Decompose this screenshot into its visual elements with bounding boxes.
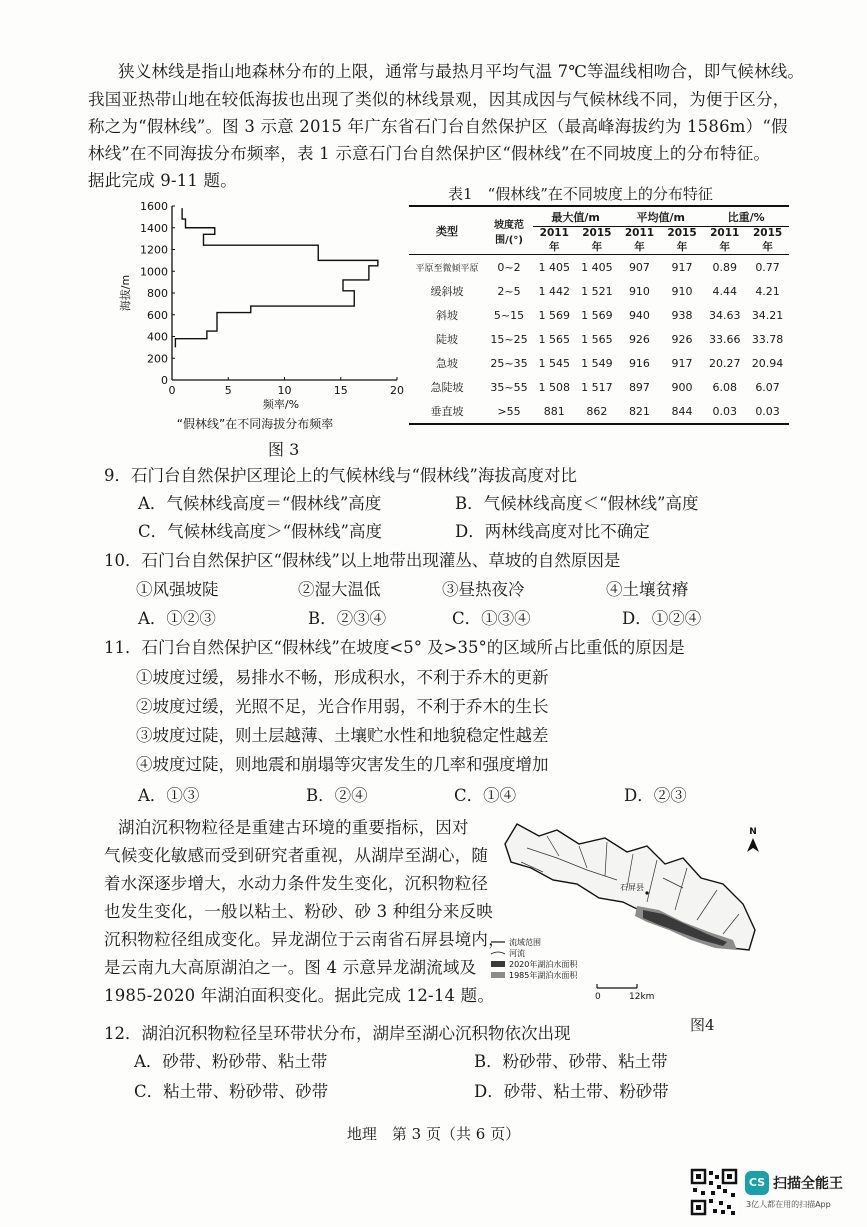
col-max-header: 最大值/m [533, 206, 618, 227]
table-cell-r2011: 4.44 [712, 284, 737, 298]
table-cell-type: 平原至微倾平原 [415, 263, 479, 274]
q10-statement-1: ①风强坡陡 [136, 580, 219, 599]
table-cell-r2015: 34.21 [751, 308, 784, 322]
table-cell-avg2011: 910 [628, 284, 650, 298]
x-tick-label: 0 [168, 384, 176, 397]
q9-option-a[interactable]: A．气候林线高度＝“假林线”高度 [138, 494, 382, 513]
table-cell-max2015: 1 517 [581, 380, 613, 394]
q12-stem: 12．湖泊沉积物粒径呈环带状分布，湖岸至湖心沉积物依次出现 [104, 1024, 571, 1043]
year-2015-header: 2015年 [746, 227, 789, 255]
scale-length: 12km [629, 992, 655, 1002]
q11-option-b[interactable]: B．②④ [306, 786, 368, 805]
q10-statement-4: ④土壤贫瘠 [606, 580, 689, 599]
q10-statement-3: ③昼热夜冷 [442, 580, 525, 599]
table-cell-max2015: 1 569 [581, 308, 613, 322]
table-row [409, 279, 789, 303]
y-tick-label: 200 [147, 352, 168, 366]
year-2015-header: 2015年 [576, 227, 619, 255]
figure-4-label: 图4 [690, 1016, 715, 1034]
table-cell-r2011: 34.63 [708, 308, 741, 322]
table-cell-max2011: 1 569 [538, 308, 571, 322]
y-tick-label: 400 [147, 330, 168, 344]
north-label: N [749, 827, 757, 837]
lake-line-1: 湖泊沉积物粒径是重建古环境的重要指标，因对 [118, 818, 469, 837]
table-cell-avg2011: 907 [628, 260, 650, 274]
table-row [409, 375, 789, 399]
x-tick-label: 15 [333, 384, 348, 397]
q12-option-d[interactable]: D．砂带、粘土带、粉砂带 [474, 1082, 669, 1101]
q9-option-c[interactable]: C．气候林线高度＞“假林线”高度 [138, 522, 382, 541]
table-cell-max2015: 1 565 [581, 332, 613, 346]
table-cell-avg2015: 917 [671, 356, 693, 370]
q11-option-c[interactable]: C．①④ [454, 786, 517, 805]
q11-statement-1: ①坡度过缓，易排水不畅，形成积水，不利于乔木的更新 [136, 668, 549, 687]
table-cell-r2015: 0.77 [755, 260, 780, 274]
q11-statement-4: ④坡度过陡，则地震和崩塌等灾害发生的几率和强度增加 [136, 755, 549, 774]
table-cell-max2011: 1 545 [538, 356, 571, 370]
q10-option-b[interactable]: B．②③④ [308, 609, 387, 628]
scanner-app-name: 扫描全能王 [773, 1176, 843, 1192]
y-tick-label: 800 [147, 287, 168, 300]
table-cell-range: 25~35 [490, 356, 528, 370]
table-cell-avg2015: 844 [661, 399, 704, 424]
q12-option-b[interactable]: B．粉砂带、砂带、粘土带 [474, 1052, 668, 1071]
table-row [409, 351, 789, 375]
table-cell-r2015: 20.94 [751, 356, 784, 370]
scale-zero: 0 [595, 992, 601, 1002]
table-cell-avg2015: 910 [671, 284, 693, 298]
table-row [409, 303, 789, 327]
table-cell-type: 缓斜坡 [430, 285, 464, 298]
legend-lake-2020-swatch [491, 961, 505, 967]
altitude-frequency-chart [115, 188, 415, 458]
table-cell-r2015: 0.03 [746, 399, 789, 424]
lake-line-7: 1985-2020 年湖泊面积变化。据此完成 12-14 题。 [104, 986, 495, 1005]
table-cell-r2015: 33.78 [751, 332, 784, 346]
table-cell-r2011: 6.08 [712, 380, 737, 394]
town-marker [645, 891, 648, 894]
y-tick-label: 1600 [140, 200, 168, 213]
table-1 [409, 205, 789, 425]
q11-option-d[interactable]: D．②③ [624, 786, 687, 805]
table-cell-max2011: 1 405 [538, 260, 571, 274]
north-arrow-icon [747, 838, 759, 852]
table-cell-range: 15~25 [490, 332, 528, 346]
y-tick-label: 600 [147, 308, 168, 322]
table-cell-avg2015: 917 [671, 260, 693, 274]
x-axis-label: 频率/% [262, 398, 300, 411]
col-ratio-header: 比重/% [703, 206, 789, 227]
figure-4-map [487, 818, 777, 1014]
scanner-tagline: 3亿人都在用的扫描App [746, 1200, 831, 1209]
y-axis-label: 海拔/m [119, 274, 132, 312]
table-cell-max2015: 1 405 [581, 260, 613, 274]
intro-line-3: 称之为“假林线”。图 3 示意 2015 年广东省石门台自然保护区（最高峰海拔约为 1586m）“假 [88, 117, 788, 136]
frequency-series-line [175, 208, 378, 347]
x-tick-label: 5 [224, 384, 232, 397]
table-cell-r2015: 4.21 [755, 284, 780, 298]
figure-3-chart [115, 188, 415, 458]
q10-option-c[interactable]: C．①③④ [452, 609, 531, 628]
table-cell-type: 急陡坡 [430, 381, 464, 394]
table-cell-type: 陡坡 [436, 333, 458, 346]
legend-lake-1985: 1985年湖泊水面积 [509, 971, 578, 980]
table-cell-avg2015: 926 [671, 332, 693, 346]
table-cell-r2011: 0.89 [712, 260, 737, 274]
year-2015-header: 2015年 [661, 227, 704, 255]
legend-river-swatch [491, 952, 505, 954]
table-cell-max2015: 862 [576, 399, 619, 424]
table-cell-r2011: 0.03 [703, 399, 746, 424]
intro-line-1: 狭义林线是指山地森林分布的上限，通常与最热月平均气温 7℃等温线相吻合，即气候林线。 [118, 62, 805, 81]
intro-line-4: 林线”在不同海拔分布频率，表 1 示意石门台自然保护区“假林线”在不同坡度上的分布特征。 [88, 144, 771, 163]
table-cell-max2015: 1 549 [581, 356, 613, 370]
table-cell-avg2011: 940 [628, 308, 650, 322]
table-cell-range: >55 [485, 399, 533, 424]
legend-river: 河流 [509, 949, 525, 958]
table-cell-max2011: 1 508 [538, 380, 571, 394]
y-tick-label: 1200 [140, 243, 168, 257]
q12-option-a[interactable]: A．砂带、粉砂带、粘土带 [134, 1052, 328, 1071]
year-2011-header: 2011年 [533, 227, 576, 255]
place-label: 石屏县 [620, 883, 644, 892]
table-cell-avg2011: 821 [618, 399, 661, 424]
table-cell-avg2011: 926 [628, 332, 650, 346]
table-cell-r2011: 20.27 [708, 356, 741, 370]
yilong-lake-basin-map [487, 818, 777, 1014]
lake-line-5: 沉积物粒径组成变化。异龙湖位于云南省石屏县境内， [104, 930, 505, 949]
q11-option-a[interactable]: A．①③ [138, 786, 200, 805]
q10-option-d[interactable]: D．①②④ [622, 609, 702, 628]
table-row [409, 255, 789, 280]
legend-lake-2020: 2020年湖泊水面积 [509, 960, 578, 969]
figure-3-label: 图 3 [268, 440, 300, 459]
year-2011-header: 2011年 [703, 227, 746, 255]
q10-stem: 10．石门台自然保护区“假林线”以上地带出现灌丛、草坡的自然原因是 [104, 551, 621, 570]
table-1-title: 表1 “假林线”在不同坡度上的分布特征 [448, 185, 713, 203]
legend-boundary: 流域范围 [509, 938, 541, 947]
table-cell-max2011: 1 565 [538, 332, 571, 346]
figure-3-caption: “假林线”在不同海拔分布频率 [176, 417, 334, 431]
y-tick-label: 1000 [140, 265, 168, 279]
table-cell-range: 0~2 [497, 260, 521, 274]
q9-option-d[interactable]: D．两林线高度对比不确定 [455, 522, 650, 541]
legend-lake-1985-swatch [491, 972, 505, 978]
table-cell-avg2015: 938 [671, 308, 693, 322]
table-cell-type: 急坡 [436, 357, 458, 370]
lake-line-4: 也发生变化，一般以粘土、粉砂、砂 3 种组分来反映 [104, 902, 493, 921]
table-cell-type: 垂直坡 [409, 399, 485, 424]
table-cell-avg2015: 900 [671, 380, 693, 394]
year-2011-header: 2011年 [618, 227, 661, 255]
page-footer: 地理 第 3 页（共 6 页） [346, 1125, 521, 1143]
y-tick-label: 0 [161, 374, 168, 387]
intro-line-2: 我国亚热带山地在较低海拔也出现了类似的林线景观，因其成因与气候林线不同，为便于区分， [88, 90, 790, 109]
scanner-app-icon: CS [745, 1171, 769, 1195]
table-cell-r2015: 6.07 [755, 380, 780, 394]
y-tick-label: 1400 [140, 221, 168, 235]
lake-line-6: 是云南九大高原湖泊之一。图 4 示意异龙湖流域及 [104, 958, 477, 977]
qr-code-icon [690, 1168, 738, 1216]
table-cell-type: 斜坡 [436, 309, 458, 322]
x-tick-label: 10 [277, 384, 292, 397]
q11-statement-3: ③坡度过陡，则土层越薄、土壤贮水性和地貌稳定性越差 [136, 726, 549, 745]
table-cell-range: 2~5 [497, 284, 521, 298]
q10-statement-2: ②湿大温低 [298, 580, 381, 599]
table-cell-avg2011: 916 [628, 356, 650, 370]
table-cell-max2011: 881 [533, 399, 576, 424]
table-row [409, 399, 789, 424]
table-cell-max2011: 1 442 [538, 284, 571, 298]
table-cell-range: 35~55 [490, 380, 528, 394]
col-type-header: 类型 [409, 206, 485, 255]
table-cell-range: 5~15 [493, 308, 525, 322]
q11-statement-2: ②坡度过缓，光照不足，光合作用弱，不利于乔木的生长 [136, 697, 549, 716]
intro-line-5: 据此完成 9-11 题。 [88, 171, 237, 190]
q9-option-b[interactable]: B．气候林线高度＜“假林线”高度 [455, 494, 699, 513]
q10-option-a[interactable]: A．①②③ [138, 609, 216, 628]
table-cell-avg2011: 897 [628, 380, 650, 394]
q9-stem: 9．石门台自然保护区理论上的气候林线与“假林线”海拔高度对比 [104, 466, 577, 485]
x-tick-label: 20 [390, 384, 404, 397]
lake-line-2: 气候变化敏感而受到研究者重视，从湖岸至湖心，随 [104, 846, 489, 865]
table-cell-max2015: 1 521 [581, 284, 613, 298]
table-cell-r2011: 33.66 [708, 332, 741, 346]
table-row [409, 327, 789, 351]
col-slope-header: 坡度范围/(°) [485, 206, 533, 255]
lake-line-3: 着水深逐步增大，水动力条件发生变化，沉积物粒径 [104, 874, 489, 893]
q12-option-c[interactable]: C．粘土带、粉砂带、砂带 [134, 1082, 329, 1101]
q11-stem: 11．石门台自然保护区“假林线”在坡度<5° 及>35°的区域所占比重低的原因是 [104, 638, 685, 657]
col-avg-header: 平均值/m [618, 206, 703, 227]
